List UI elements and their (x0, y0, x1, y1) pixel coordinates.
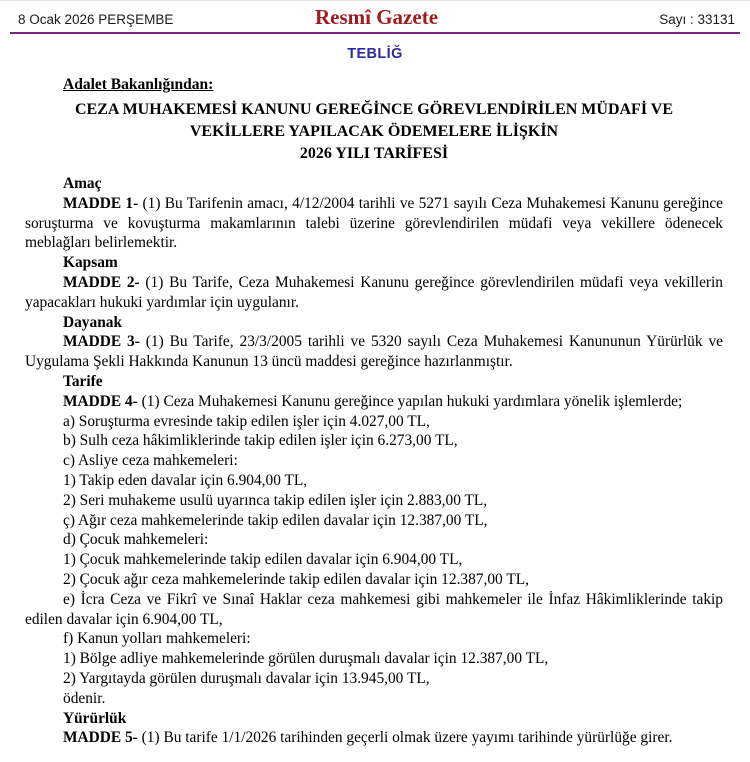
list-item: f) Kanun yolları mahkemeleri: (63, 630, 251, 648)
notice-title-line: VEKİLLERE YAPILACAK ÖDEMELERE İLİŞKİN (189, 123, 559, 140)
list-item: e) İcra Ceza ve Fikrî ve Sınaî Haklar ceza mahkemesi gibi mahkemeler ile İnfaz Hâkimliklerinde takip edilen davalar için 6.904,00 TL, (25, 590, 723, 628)
notice-body (25, 174, 723, 748)
body-heading: Yürürlük (63, 709, 127, 727)
gazette-date: 8 Ocak 2026 PERŞEMBE (18, 12, 174, 27)
list-item: 1) Takip eden davalar için 6.904,00 TL, (63, 471, 308, 489)
list-item: b) Sulh ceza hâkimliklerinde takip edilen işler için 6.273,00 TL, (63, 432, 458, 450)
notice-title-line: 2026 YILI TARİFESİ (299, 145, 449, 162)
list-item: ç) Ağır ceza mahkemelerinde takip edilen davalar için 12.387,00 TL, (63, 511, 488, 529)
section-label: TEBLİĞ (347, 46, 403, 62)
article-label: MADDE 5- (63, 729, 138, 747)
article-label: MADDE 1- (63, 194, 139, 212)
notice-content (0, 76, 750, 748)
article-paragraph (25, 273, 723, 313)
gazette-issue-number: Sayı : 33131 (659, 12, 735, 27)
article-text: (1) Bu tarife 1/1/2026 tarihinden geçerli olmak üzere yayımı tarihinde yürürlüğe girer. (137, 729, 673, 747)
body-heading: Kapsam (63, 254, 118, 272)
body-heading: Tarife (63, 372, 103, 390)
notice-title (25, 99, 723, 165)
article-text: (1) Bu Tarifenin amacı, 4/12/2004 tarihli ve 5271 sayılı Ceza Muhakemesi Kanunu gereğince soruşturma ve kovuşturma makamlarının talebi üzerine görevlendirilen müdafi veya vekillere ödenecek meblağları belirlemektir. (25, 194, 723, 252)
list-item: 1) Bölge adliye mahkemelerinde görülen duruşmalı davalar için 12.387,00 TL, (63, 650, 549, 668)
list-item: 2) Seri muhakeme usulü uyarınca takip edilen işler için 2.883,00 TL, (63, 491, 488, 509)
article-label: MADDE 2- (63, 273, 140, 291)
article-text: (1) Bu Tarife, Ceza Muhakemesi Kanunu gereğince görevlendirilen müdafi veya vekillerin yapacakları hukuki yardımlar için uygulanır. (25, 273, 723, 311)
article-text: (1) Ceza Muhakemesi Kanunu gereğince yapılan hukuki yardımlara yönelik işlemlerde; (137, 392, 683, 410)
list-item: ödenir. (63, 689, 106, 707)
list-item: 2) Yargıtayda görülen duruşmalı davalar için 13.945,00 TL, (63, 669, 430, 687)
article-paragraph (25, 194, 723, 253)
gazette-title: Resmî Gazete (314, 5, 439, 29)
masthead-divider (10, 32, 740, 34)
article-label: MADDE 4- (63, 392, 138, 410)
body-heading: Amaç (63, 175, 102, 192)
list-item: c) Asliye ceza mahkemeleri: (63, 452, 238, 470)
list-item: a) Soruşturma evresinde takip edilen işler için 4.027,00 TL, (63, 412, 430, 430)
article-label: MADDE 3- (63, 333, 140, 351)
list-item: 2) Çocuk ağır ceza mahkemelerinde takip edilen davalar için 12.387,00 TL, (63, 570, 529, 588)
body-heading: Dayanak (63, 313, 123, 331)
article-paragraph (25, 392, 723, 412)
list-item: d) Çocuk mahkemeleri: (63, 531, 209, 549)
article-text: (1) Bu Tarife, 23/3/2005 tarihli ve 5320 sayılı Ceza Muhakemesi Kanununun Yürürlük ve Uygulama Şekli Hakkında Kanunun 13 üncü maddesi gereğince hazırlanmıştır. (25, 333, 723, 371)
issuing-ministry: Adalet Bakanlığından: (63, 76, 214, 93)
article-paragraph (25, 728, 723, 748)
masthead (0, 1, 750, 31)
list-item: 1) Çocuk mahkemelerinde takip edilen davalar için 6.904,00 TL, (63, 551, 463, 569)
notice-title-line: CEZA MUHAKEMESİ KANUNU GEREĞİNCE GÖREVLENDİRİLEN MÜDAFİ VE (75, 101, 673, 118)
article-paragraph (25, 332, 723, 372)
